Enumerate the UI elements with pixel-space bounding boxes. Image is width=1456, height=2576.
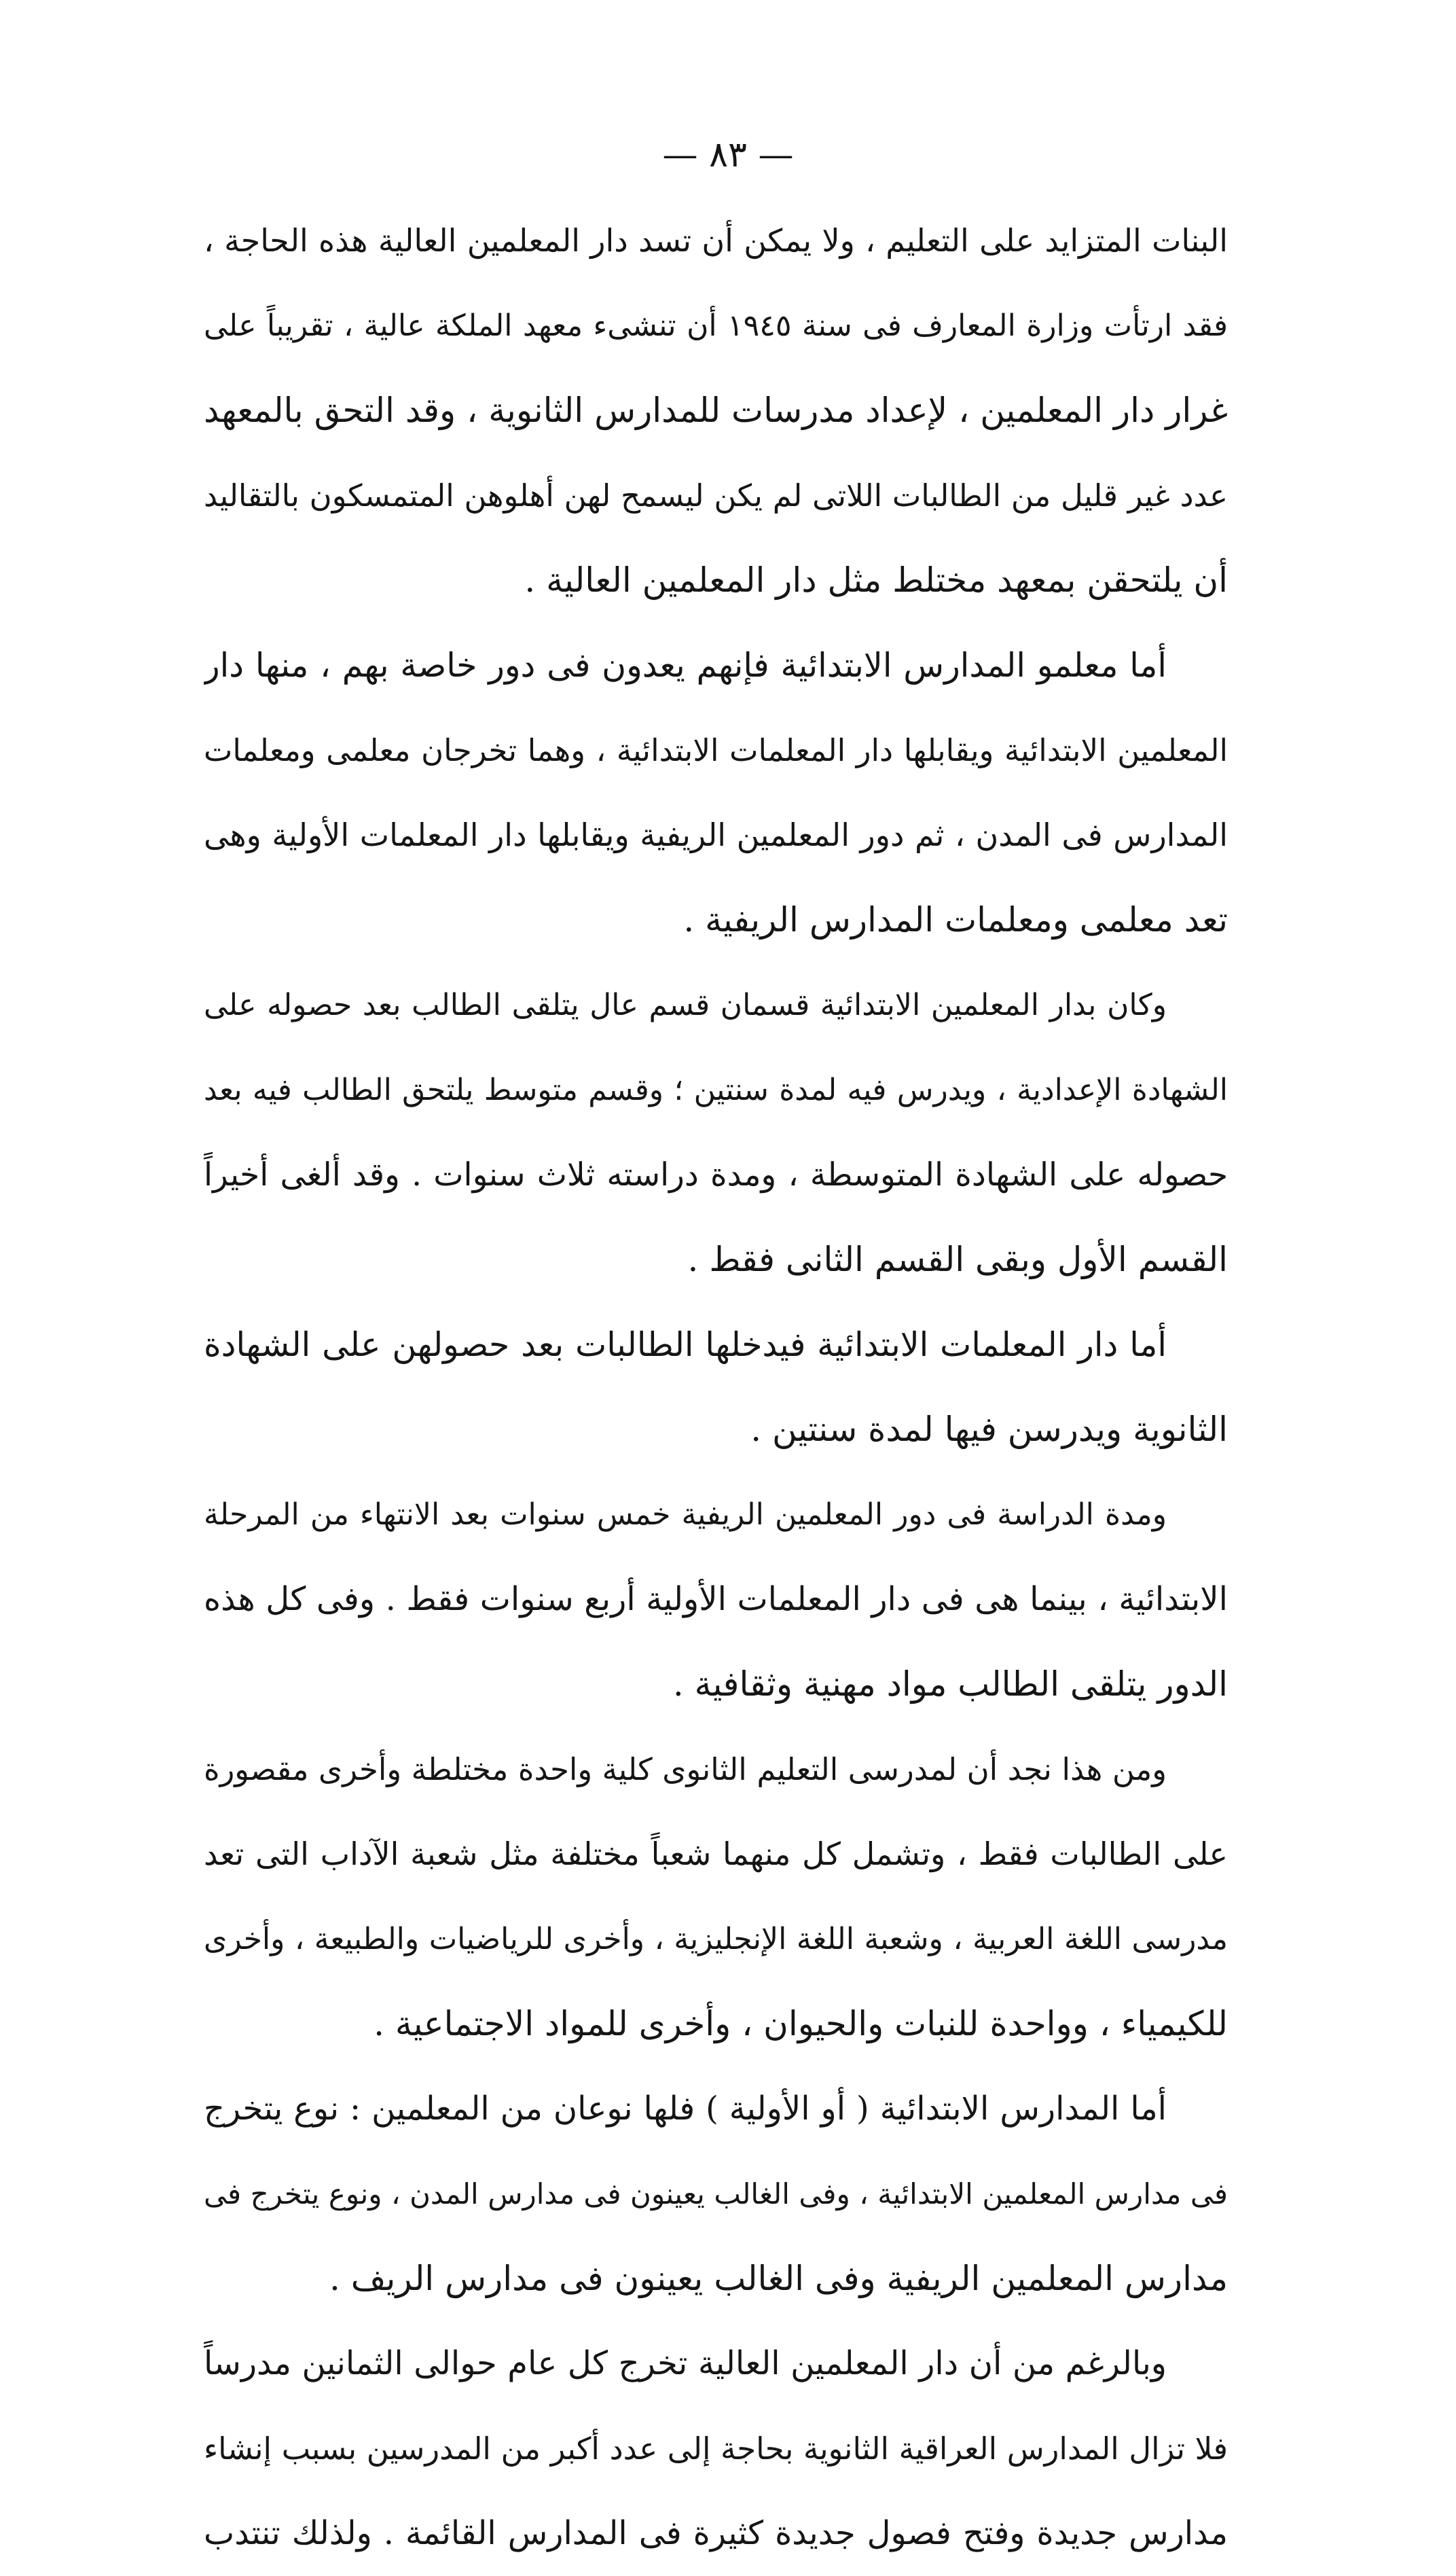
text-line: غرار دار المعلمين ، لإعداد مدرسات للمدارس الثانوية ، وقد التحق بالمعهد (204, 391, 1228, 430)
text-line: الابتدائية ، بينما هى فى دار المعلمات الأولية أربع سنوات فقط . وفى كل هذه (204, 1580, 1228, 1618)
text-line: وكان بدار المعلمين الابتدائية قسمان قسم عال يتلقى الطالب بعد حصوله على (204, 988, 1167, 1022)
text-line: الدور يتلقى الطالب مواد مهنية وثقافية . (672, 1664, 1228, 1704)
text-line: وبالرغم من أن دار المعلمين العالية تخرج كل عام حوالى الثمانين مدرساً (204, 2344, 1167, 2382)
text-line: حصوله على الشهادة المتوسطة ، ومدة دراسته ثلاث سنوات . وقد ألغى أخيراً (204, 1156, 1228, 1194)
text-line: مدارس المعلمين الريفية وفى الغالب يعينون فى مدارس الريف . (329, 2259, 1228, 2298)
text-line: ومن هذا نجد أن لمدرسى التعليم الثانوى كلية واحدة مختلطة وأخرى مقصورة (204, 1751, 1167, 1787)
text-line: عدد غير قليل من الطالبات اللاتى لم يكن ليسمح لهن أهلوهن المتمسكون بالتقاليد (204, 478, 1228, 514)
text-line: أما معلمو المدارس الابتدائية فإنهم يعدون فى دور خاصة بهم ، منها دار (204, 646, 1167, 685)
text-line: أما المدارس الابتدائية ( أو الأولية ) فلها نوعان من المعلمين : نوع يتخرج (204, 2090, 1167, 2128)
text-line: للكيمياء ، وواحدة للنبات والحيوان ، وأخرى للمواد الاجتماعية . (374, 2004, 1228, 2043)
text-line: مدرسى اللغة العربية ، وشعبة اللغة الإنجليزية ، وأخرى للرياضيات والطبيعة ، وأخرى (204, 1922, 1228, 1956)
text-line: أن يلتحقن بمعهد مختلط مثل دار المعلمين العالية . (524, 560, 1228, 600)
page-number: — ٨٣ — (662, 135, 794, 175)
text-line: فى مدارس المعلمين الابتدائية ، وفى الغالب يعينون فى مدارس المدن ، ونوع يتخرج فى (204, 2177, 1228, 2211)
text-line: البنات المتزايد على التعليم ، ولا يمكن أن تسد دار المعلمين العالية هذه الحاجة ، (204, 222, 1228, 259)
body-text (204, 198, 1228, 2576)
text-line: القسم الأول وبقى القسم الثانى فقط . (687, 1240, 1228, 1279)
text-line: الثانوية ويدرسن فيها لمدة سنتين . (750, 1410, 1228, 1449)
text-line: مدارس جديدة وفتح فصول جديدة كثيرة فى المدارس القائمة . ولذلك تنتدب (204, 2514, 1228, 2552)
text-line: فلا تزال المدارس العراقية الثانوية بحاجة إلى عدد أكبر من المدرسين بسبب إنشاء (204, 2431, 1228, 2467)
text-line: أما دار المعلمات الابتدائية فيدخلها الطالبات بعد حصولهن على الشهادة (204, 1325, 1167, 1364)
text-line: فقد ارتأت وزارة المعارف فى سنة ١٩٤٥ أن تنشىء معهد الملكة عالية ، تقريباً على (204, 308, 1228, 343)
text-line: المعلمين الابتدائية ويقابلها دار المعلمات الابتدائية ، وهما تخرجان معلمى ومعلمات (204, 732, 1228, 768)
text-line: المدارس فى المدن ، ثم دور المعلمين الريفية ويقابلها دار المعلمات الأولية وهى (204, 817, 1228, 853)
text-line: تعد معلمى ومعلمات المدارس الريفية . (683, 900, 1228, 940)
text-line: على الطالبات فقط ، وتشمل كل منهما شعباً مختلفة مثل شعبة الآداب التى تعد (204, 1836, 1228, 1872)
text-line: الشهادة الإعدادية ، ويدرس فيه لمدة سنتين ؛ وقسم متوسط يلتحق الطالب فيه بعد (204, 1073, 1228, 1107)
text-line: ومدة الدراسة فى دور المعلمين الريفية خمس سنوات بعد الانتهاء من المرحلة (204, 1497, 1167, 1532)
